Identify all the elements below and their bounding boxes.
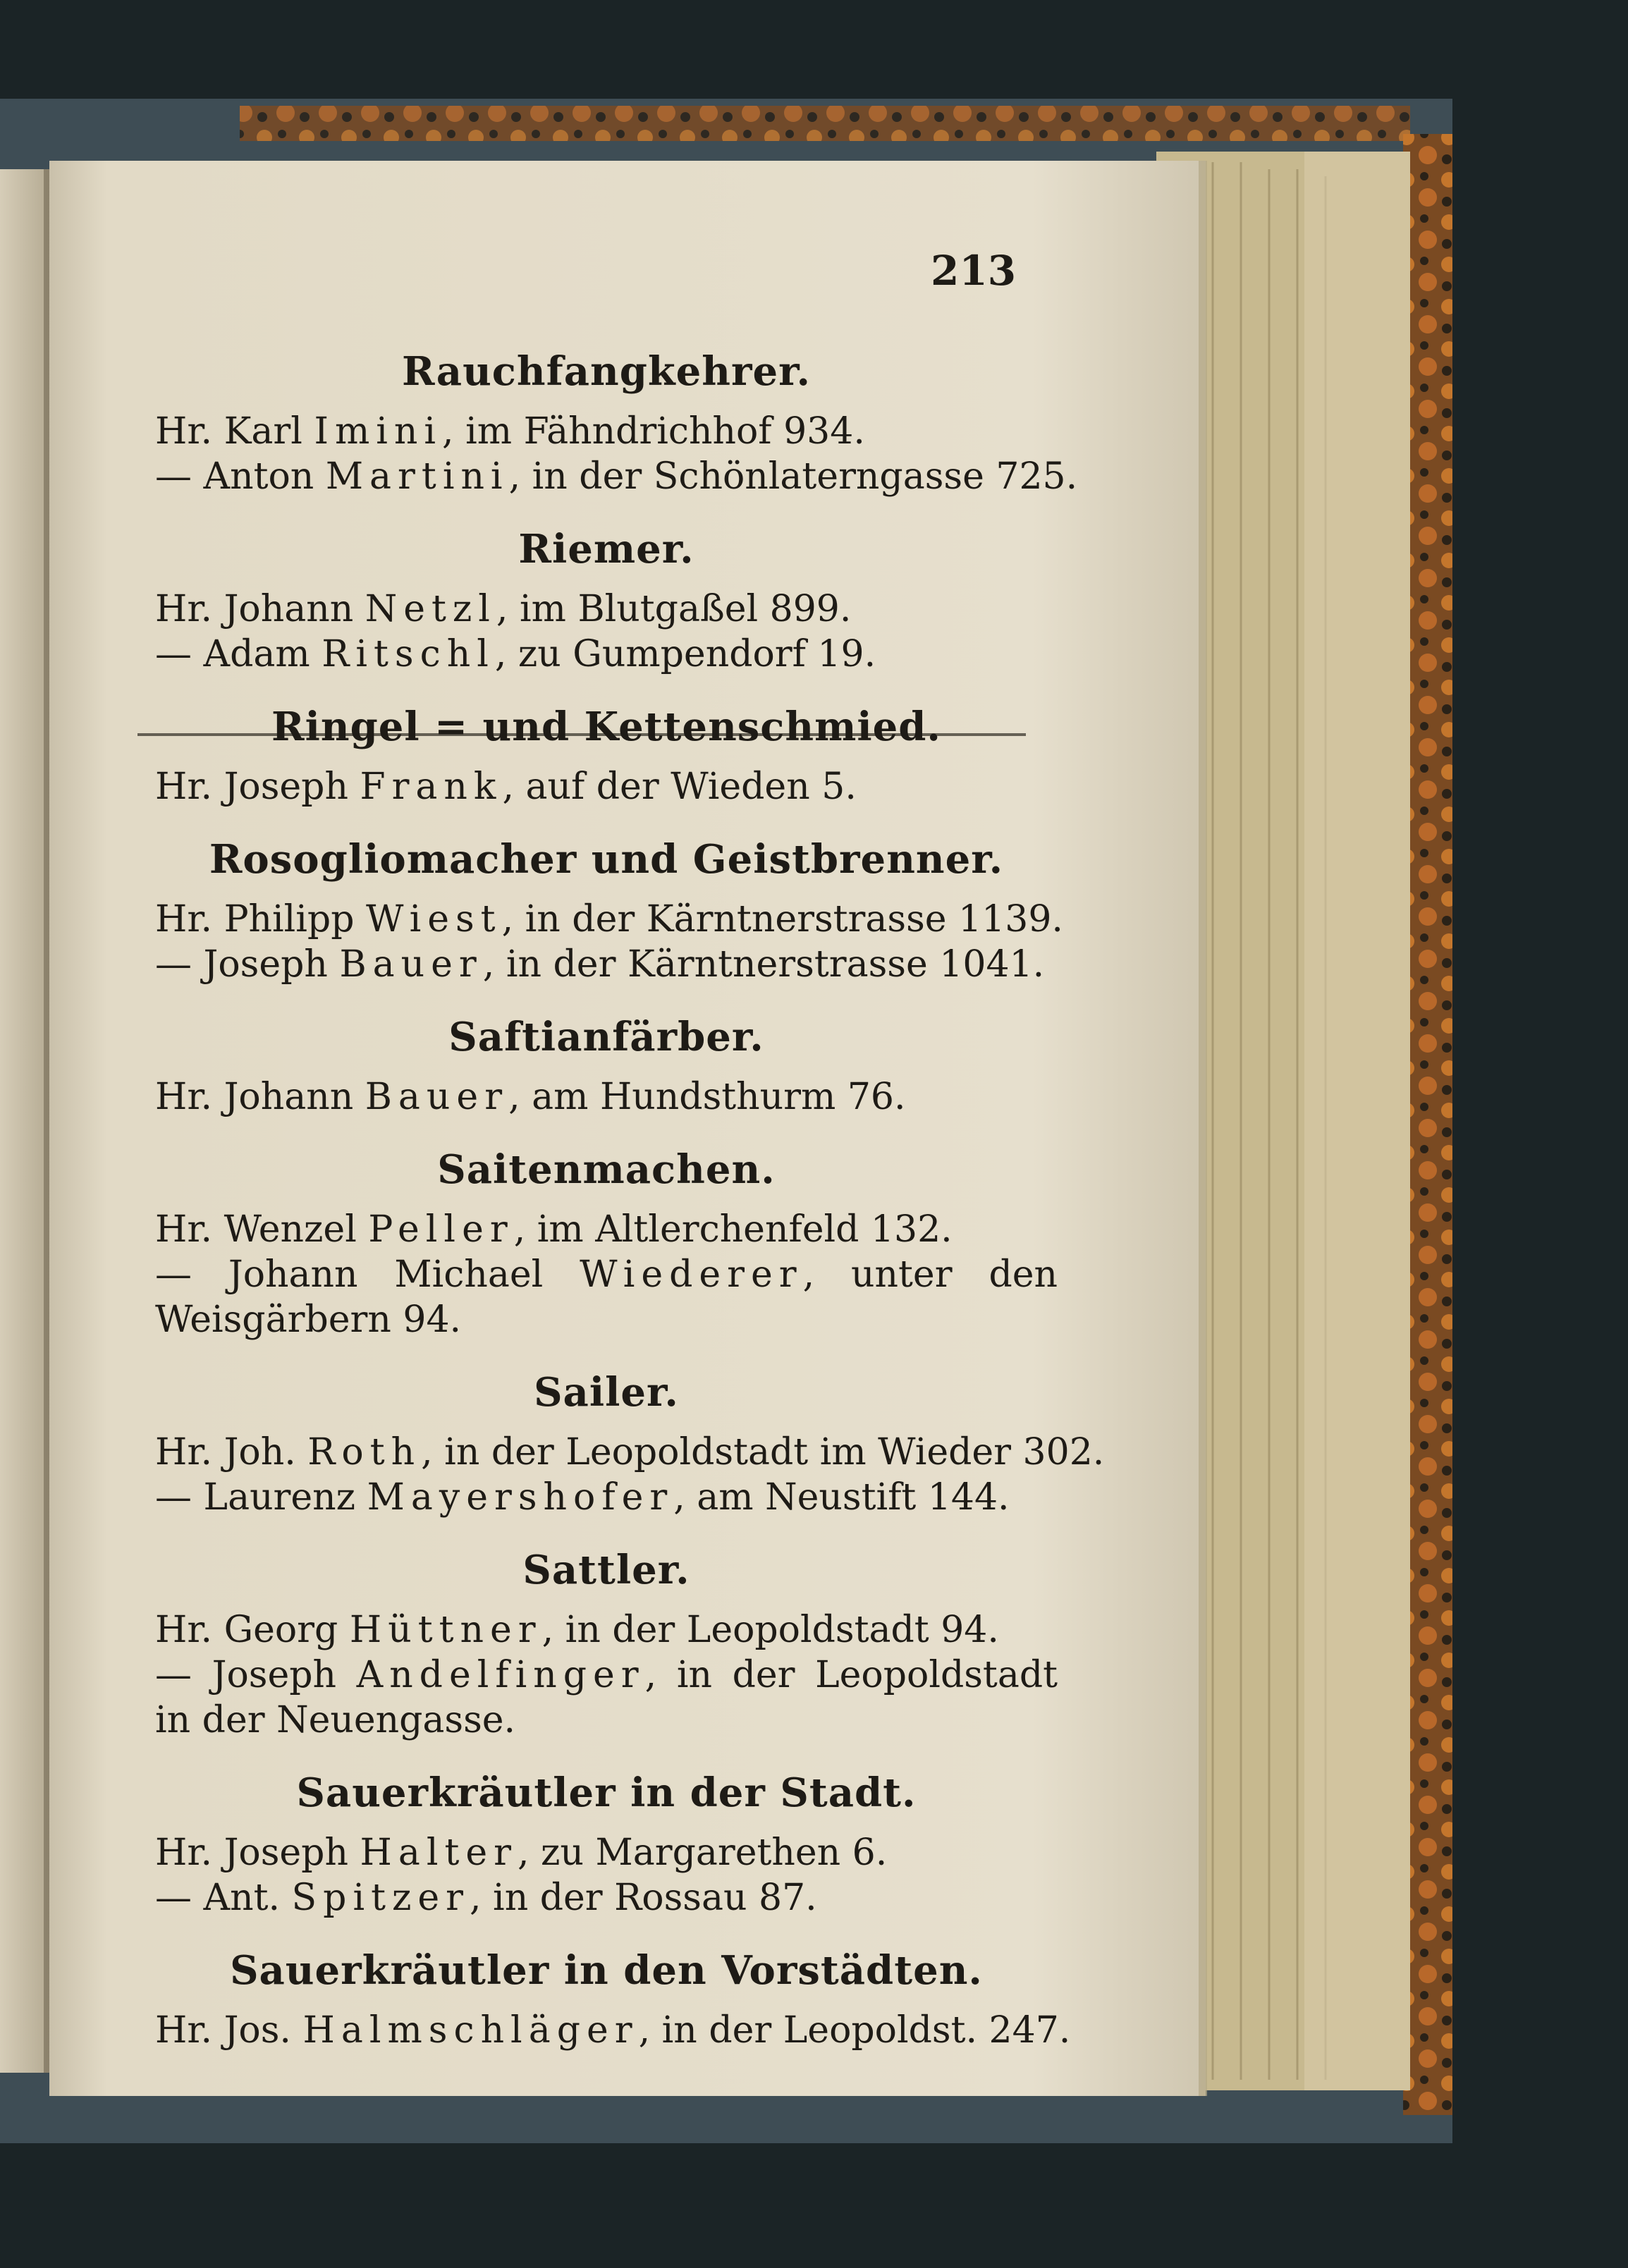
surname: Roth xyxy=(307,1431,422,1473)
surname: Andelfinger xyxy=(356,1654,645,1696)
surname: Bauer xyxy=(339,943,483,986)
section-heading: Ringel = und Kettenschmied. xyxy=(271,704,941,750)
surname: Bauer xyxy=(365,1076,509,1118)
entry-line: Hr. Wenzel Peller, im Altlerchenfeld 132. xyxy=(155,1208,953,1251)
surname: Frank xyxy=(360,766,503,808)
entry-line: Hr. Johann Bauer, am Hundsthurm 76. xyxy=(155,1076,906,1118)
entry-line: — Johann Michael Wiederer, unter den Weisgärbern 94. xyxy=(155,1253,1058,1341)
section-heading: Sattler. xyxy=(522,1547,690,1593)
surname: Imini xyxy=(314,410,443,453)
surname: Ritschl xyxy=(322,633,495,675)
section-heading: Saitenmachen. xyxy=(437,1146,776,1193)
entry-line: Hr. Joseph Frank, auf der Wieden 5. xyxy=(155,766,857,808)
surname: Halmschläger xyxy=(302,2009,639,2052)
entry-line: — Adam Ritschl, zu Gumpendorf 19. xyxy=(155,633,876,675)
section-heading: Rauchfangkehrer. xyxy=(401,348,812,395)
section-heading: Sauerkräutler in der Stadt. xyxy=(296,1770,917,1816)
entry-line: Hr. Joseph Halter, zu Margarethen 6. xyxy=(155,1832,888,1874)
surname: Netzl xyxy=(365,588,496,630)
section-heading: Sauerkräutler in den Vorstädten. xyxy=(230,1947,983,1994)
section-heading: Saftianfärber. xyxy=(448,1014,764,1060)
entry-line: — Anton Martini, in der Schönlaterngasse 725. xyxy=(155,455,1078,498)
section-heading: Sailer. xyxy=(534,1369,679,1416)
section-heading: Riemer. xyxy=(518,526,694,572)
page-text xyxy=(155,233,1105,2053)
left-page xyxy=(0,169,49,2073)
page-number: 213 xyxy=(931,247,1017,295)
entry-line: Hr. Joh. Roth, in der Leopoldstadt im Wieder 302. xyxy=(155,1431,1105,1473)
entry-line: Hr. Jos. Halmschläger, in der Leopoldst. 247. xyxy=(155,2009,1071,2052)
entry-line: — Ant. Spitzer, in der Rossau 87. xyxy=(155,1877,817,1919)
surname: Mayershofer xyxy=(367,1476,674,1519)
entry-line: — Joseph Bauer, in der Kärntnerstrasse 1041. xyxy=(155,943,1045,986)
surname: Halter xyxy=(360,1832,518,1874)
section-heading: Rosogliomacher und Geistbrenner. xyxy=(209,836,1004,883)
surname: Peller xyxy=(368,1208,514,1251)
entry-line: Hr. Philipp Wiest, in der Kärntnerstrasse 1139. xyxy=(155,898,1063,940)
surname: Hüttner xyxy=(349,1609,542,1651)
entry-line: Hr. Georg Hüttner, in der Leopoldstadt 94. xyxy=(155,1609,999,1651)
entry-line: Hr. Johann Netzl, im Blutgaßel 899. xyxy=(155,588,852,630)
surname: Wiederer xyxy=(580,1253,803,1296)
entry-line: — Laurenz Mayershofer, am Neustift 144. xyxy=(155,1476,1010,1519)
entry-line: — Joseph Andelfinger, in der Leopoldstadt in der Neuengasse. xyxy=(155,1654,1058,1741)
surname: Spitzer xyxy=(291,1877,470,1919)
marbled-top xyxy=(240,106,1410,141)
marbled-edge xyxy=(1403,134,1452,2115)
surname: Wiest xyxy=(366,898,502,940)
surname: Martini xyxy=(325,455,509,498)
entry-line: Hr. Karl Imini, im Fähndrichhof 934. xyxy=(155,410,865,453)
